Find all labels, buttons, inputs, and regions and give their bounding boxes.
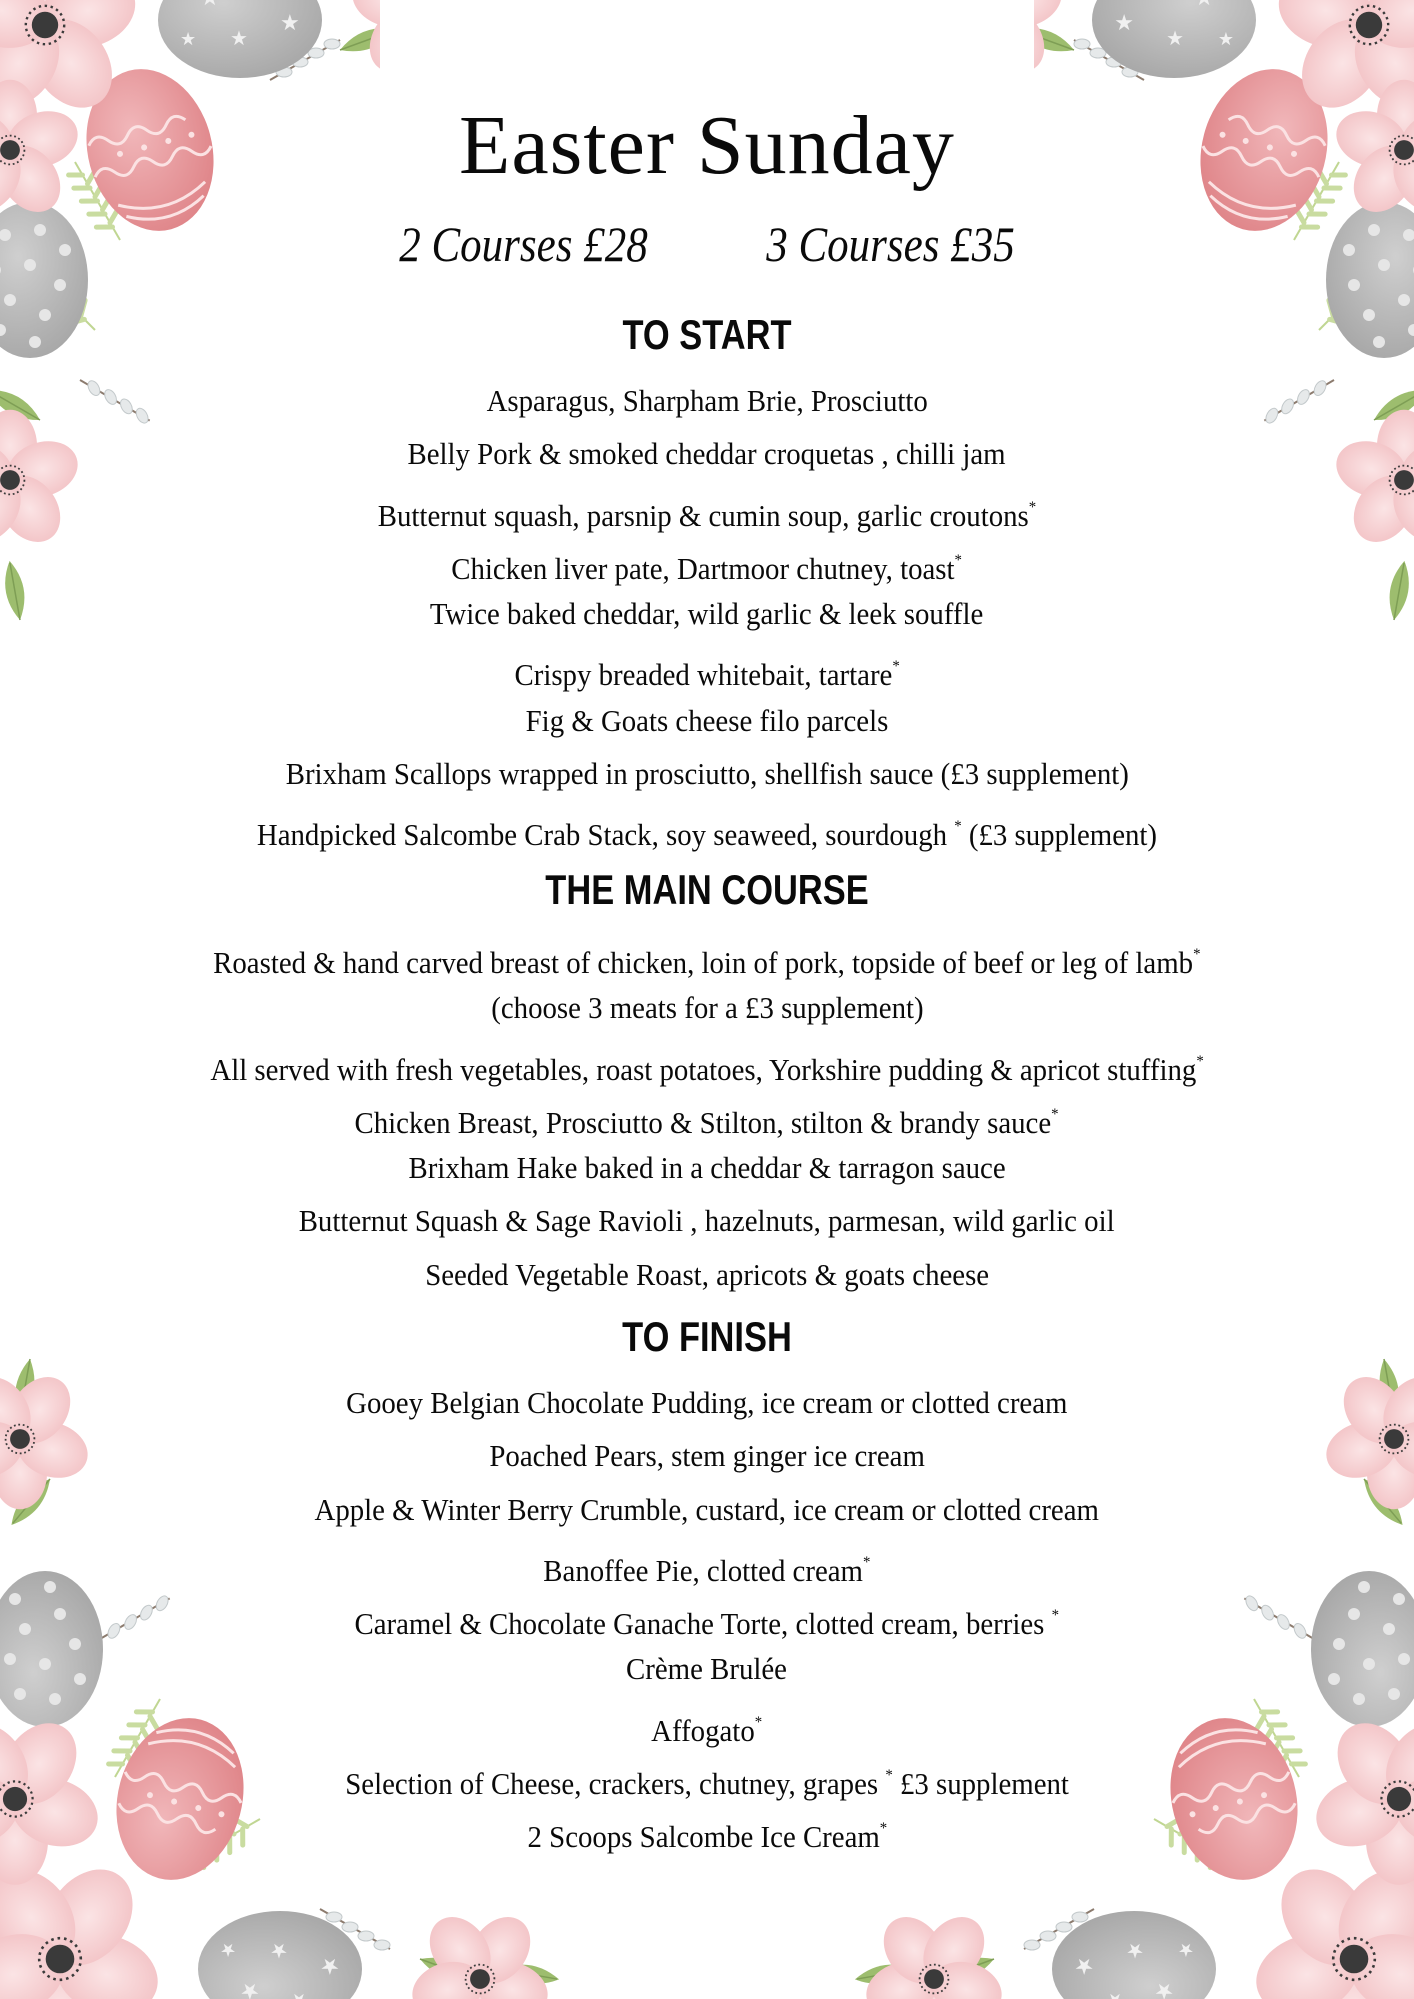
list-item: Asparagus, Sharpham Brie, Prosciutto <box>486 383 928 418</box>
two-course-price: 2 Courses £28 <box>399 216 648 272</box>
list-item: Brixham Scallops wrapped in prosciutto, shellfish sauce (£3 supplement) <box>285 756 1129 792</box>
section-heading-mains: THE MAIN COURSE <box>545 866 869 913</box>
list-item: Caramel & Chocolate Ganache Torte, clotted cream, berries * <box>354 1606 1060 1642</box>
list-item: Affogato* <box>651 1712 763 1748</box>
list-item: Gooey Belgian Chocolate Pudding, ice cream or clotted cream <box>346 1385 1068 1420</box>
list-item: Handpicked Salcombe Crab Stack, soy seaweed, sourdough * (£3 supplement) <box>256 817 1158 853</box>
mains-list <box>0 928 1414 1301</box>
list-item: Roasted & hand carved breast of chicken, loin of pork, topside of beef or leg of lamb* <box>213 945 1201 980</box>
list-item: Crème Brulée <box>626 1651 788 1687</box>
desserts-list <box>0 1376 1414 1856</box>
list-item: All served with fresh vegetables, roast potatoes, Yorkshire pudding & apricot stuffing* <box>210 1051 1204 1087</box>
list-item: Brixham Hake baked in a cheddar & tarragon sauce <box>408 1150 1006 1186</box>
section-heading-starters: TO START <box>622 311 792 358</box>
starters-list <box>0 374 1414 854</box>
course-prices <box>0 214 1414 274</box>
list-item: Chicken liver pate, Dartmoor chutney, toast* <box>451 550 963 586</box>
list-item: Apple & Winter Berry Crumble, custard, ice cream or clotted cream <box>314 1491 1100 1527</box>
list-item: Butternut Squash & Sage Ravioli , hazelnuts, parmesan, wild garlic oil <box>299 1203 1115 1239</box>
list-item: Crispy breaded whitebait, tartare* <box>514 657 900 693</box>
list-item: Butternut squash, parsnip & cumin soup, garlic croutons* <box>377 497 1037 533</box>
list-item: Fig & Goats cheese filo parcels <box>525 702 889 738</box>
section-heading-desserts: TO FINISH <box>622 1313 792 1360</box>
three-course-price: 3 Courses £35 <box>766 216 1015 272</box>
menu-title: Easter Sunday <box>459 99 955 192</box>
list-item: Poached Pears, stem ginger ice cream <box>489 1438 925 1474</box>
list-item: Chicken Breast, Prosciutto & Stilton, stilton & brandy sauce* <box>354 1104 1060 1140</box>
list-item: Seeded Vegetable Roast, apricots & goats cheese <box>425 1256 989 1292</box>
list-item: Belly Pork & smoked cheddar croquetas , chilli jam <box>407 436 1007 472</box>
list-item: (choose 3 meats for a £3 supplement) <box>490 990 924 1026</box>
list-item: Selection of Cheese, crackers, chutney, grapes * £3 supplement <box>345 1766 1069 1802</box>
list-item: Banoffee Pie, clotted cream* <box>543 1552 871 1588</box>
list-item: Twice baked cheddar, wild garlic & leek souffle <box>430 596 984 632</box>
list-item: 2 Scoops Salcombe Ice Cream* <box>527 1819 887 1855</box>
